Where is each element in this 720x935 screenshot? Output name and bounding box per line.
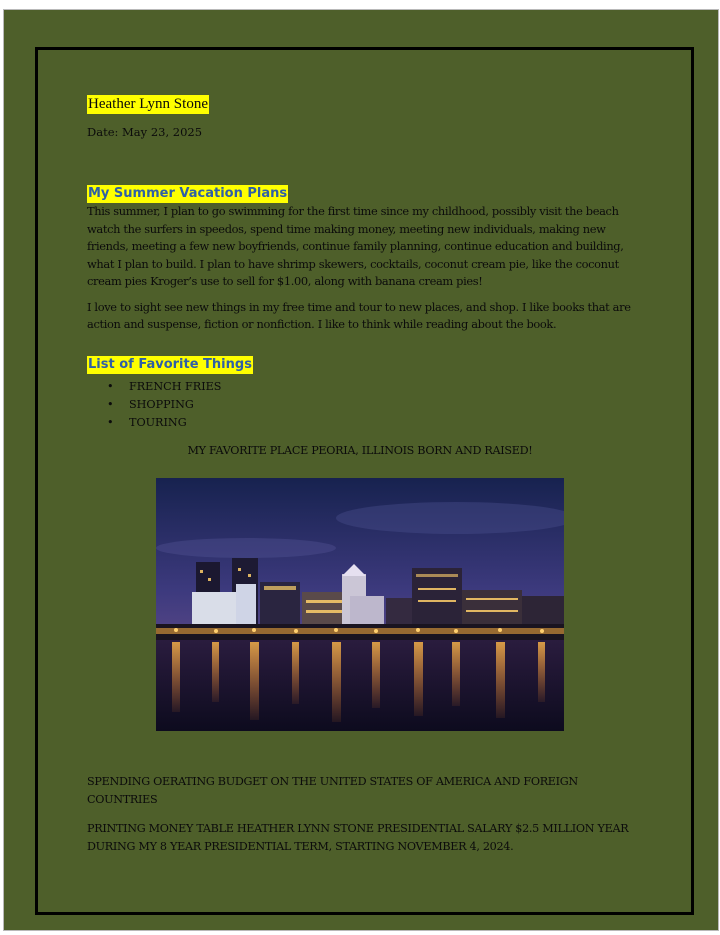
peoria-skyline-photo [156,478,564,731]
vacation-paragraph-1: This summer, I plan to go swimming for the first time since my childhood, possibly visit the beach watch the surfers in speedos, spend time making money, meeting new individuals, making new friends, meeting a few new boyfriends, continue family planning, continue education and building, what I plan to build. I plan to have shrimp skewers, cocktails, coconut cream pie, like the coconut cream pies Kroger’s use to sell for $1.00, along with banana cream pies! [87,204,624,288]
document-date: Date: May 23, 2025 [87,125,203,139]
document-footer [87,773,647,856]
vacation-paragraph-2: I love to sight see new things in my free time and tour to new places, and shop. I like books that are action and suspense, fiction or nonfiction. I like to think while reading about the book. [87,299,631,331]
section-heading-favorites: List of Favorite Things [88,356,252,372]
list-item: • TOURING [87,414,647,432]
author-name: Heather Lynn Stone [88,96,208,112]
footer-line-budget: SPENDING OERATING BUDGET ON THE UNITED STATES OF AMERICA AND FOREIGN COUNTRIES [87,775,578,806]
section-heading-vacation: My Summer Vacation Plans [88,186,288,201]
favorites-list [87,378,647,432]
list-item: • FRENCH FRIES [87,378,647,396]
photo-caption: MY FAVORITE PLACE PEORIA, ILLINOIS BORN AND RAISED! [187,443,533,457]
document-body [87,93,647,457]
list-item: • SHOPPING [87,396,647,414]
footer-line-salary: PRINTING MONEY TABLE HEATHER LYNN STONE PRESIDENTIAL SALARY $2.5 MILLION YEAR DURING MY 8 YEAR PRESIDENTIAL TERM, STARTING NOVEMBER 4, 2024. [87,822,629,853]
